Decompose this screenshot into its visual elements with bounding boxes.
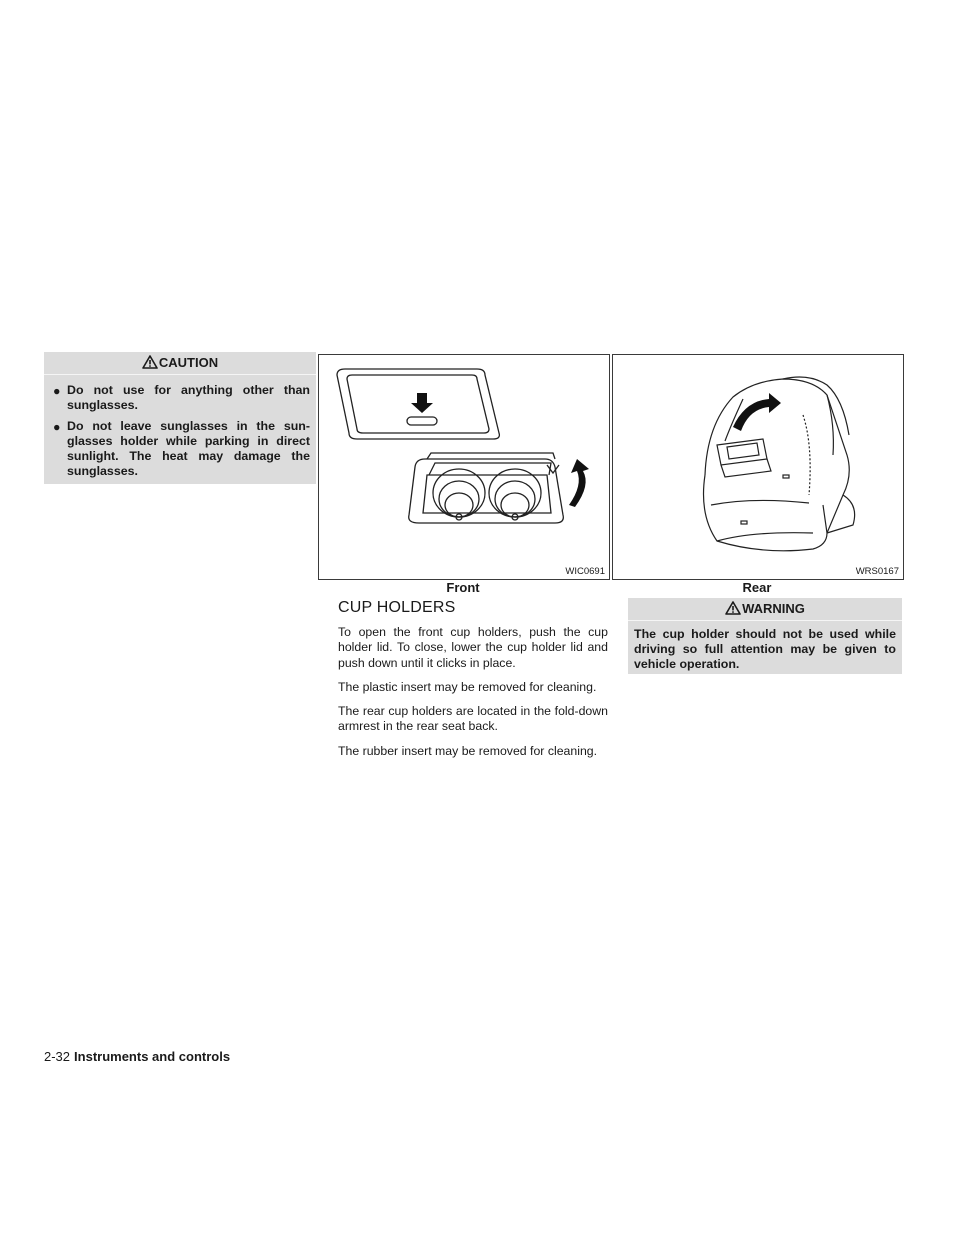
paragraph: The rubber insert may be removed for cleaning. [338, 743, 598, 758]
warning-box [628, 598, 902, 674]
page-footer [44, 1049, 230, 1064]
caution-title: CAUTION [158, 355, 219, 370]
rear-seat-armrest-illustration [613, 355, 903, 579]
warning-text: The cup holder should not be used while driving so full attention may be given to vehicle operation. [634, 627, 896, 671]
rear-cup-holder-figure [612, 354, 904, 580]
front-cup-holder-figure [318, 354, 610, 580]
front-cup-holder-illustration [319, 355, 609, 579]
caution-item: ● Do not use for anything other than sunglasses. [53, 383, 310, 412]
paragraph: To open the front cup holders, push the cup holder lid. To close, lower the cup holder lid and push down until it clicks in place. [338, 625, 608, 670]
caution-box [44, 352, 316, 484]
warning-header [628, 598, 902, 621]
rear-caption: Rear [742, 580, 772, 595]
bullet-icon: ● [53, 420, 61, 434]
paragraph: The plastic insert may be removed for cleaning. [338, 679, 597, 694]
warning-triangle-icon [725, 601, 741, 615]
front-caption: Front [446, 580, 480, 595]
warning-triangle-icon [142, 355, 158, 369]
caution-item: ● Do not leave sunglasses in the sun-glasses holder while parking in direct sunlight. The heat may damage the sunglasses. [53, 419, 310, 478]
paragraph: The rear cup holders are located in the fold-down armrest in the rear seat back. [338, 704, 608, 734]
caution-header [44, 352, 316, 375]
section-body [338, 625, 608, 768]
section-name: Instruments and controls [74, 1049, 231, 1064]
figure-code: WIC0691 [565, 566, 605, 577]
section-title: CUP HOLDERS [338, 599, 456, 616]
caution-list [44, 383, 316, 479]
page-number: 2-32 [44, 1049, 71, 1064]
warning-title: WARNING [742, 601, 805, 616]
figure-code: WRS0167 [855, 566, 899, 577]
bullet-icon: ● [53, 384, 61, 398]
